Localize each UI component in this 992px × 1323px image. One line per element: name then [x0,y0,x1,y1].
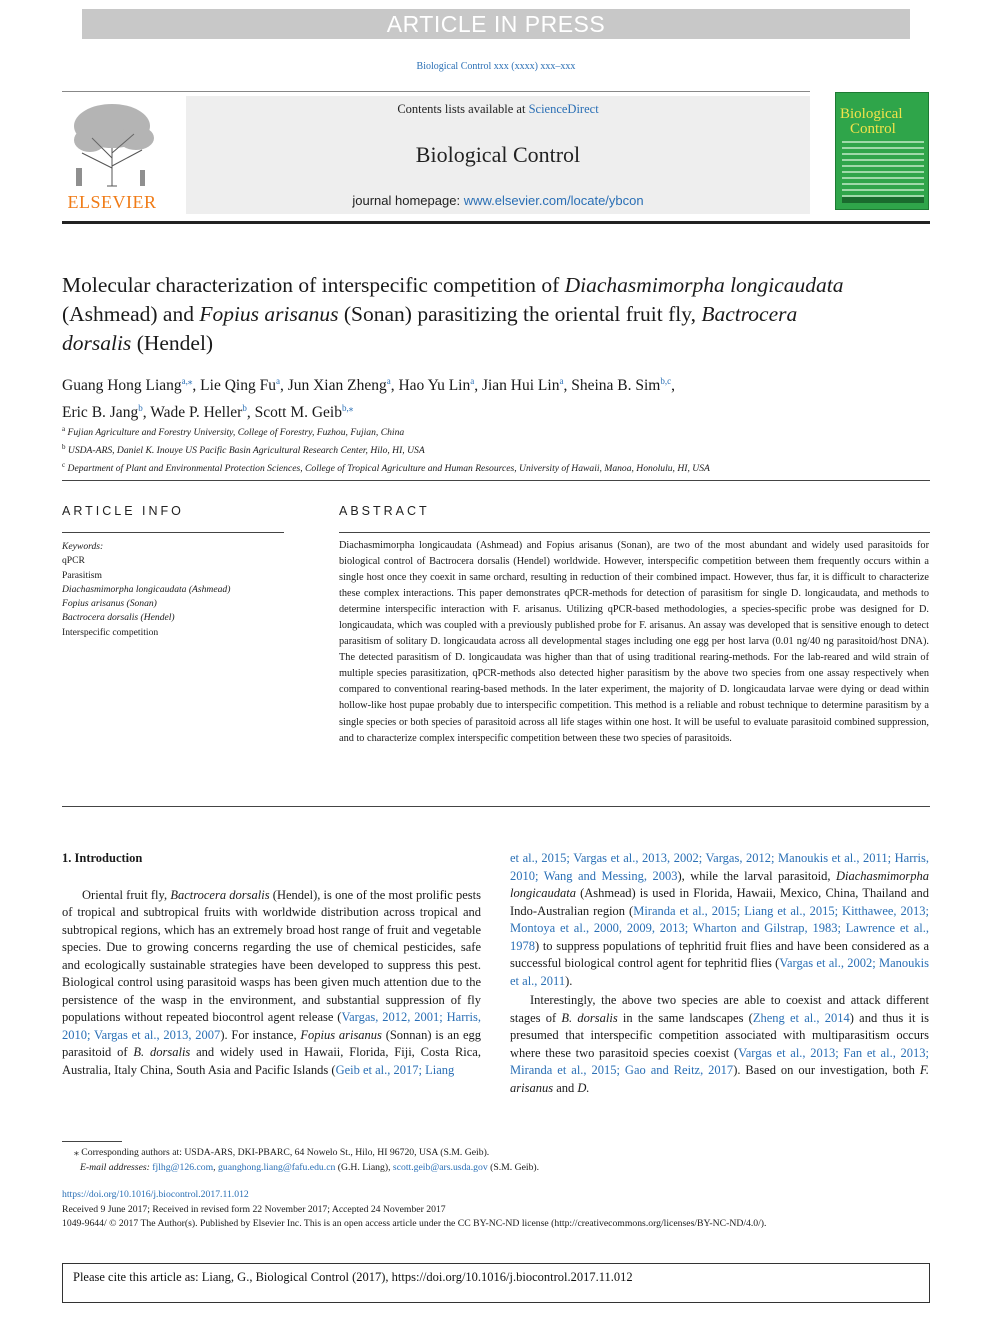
header-top-rule [62,91,810,92]
elsevier-logo [62,98,162,212]
author-name[interactable]: Jun Xian Zheng [287,377,387,395]
contents-line [186,102,810,117]
author-sup[interactable]: a,⁎ [181,376,193,386]
article-metadata [62,1188,930,1232]
abstract-text: Diachasmimorpha longicaudata (Ashmead) and Fopius arisanus (Sonan), are two of the most abundant and widely used parasitoids for biological control of Bactrocera dorsalis (Hendel) worldwide. However, interspecific competition between them frequently occurs within a single host once they coexit in same orchard, resulting in reduction of their combined impact. However, thus far, it is difficult to characterize these complex interactions. This paper demonstrates qPCR-methods for detection of parasitism for single D. longicaudata, and methods to determine interspecific interaction with F. arisanus. Utilizing qPCR-based methodologies, a species-specific probe was designed for D. longicaudata, which was coupled with a previously published probe for F. arisanus. An assay was developed that is sensitive enough to detect parasitism of solitary D. longicaudata across all developmental stages including one egg per host larva (0.01 ng/40 ng parasitoid/host DNA). The detected parasitism of D. longicaudata was higher than that of using traditional rearing-methods. For the lab-reared and wild strain of multiple species parasitization, qPCR-methods also detected higher parasitism by the above two species from one assay respectively when compared to conventional rearing-based methods. In the later experiment, the majority of D. longicaudata larvae were dying or dead within hollow-like host pupae probably due to interspecific competition. This method is a reliable and robust technique to determine parasitism by a single species or both species of parasitoid across all life stages within one host. It will be useful to evaluate parasitoid combined suppression, and to characterize complex interspecific competition between these two species of parasitoids. [339,540,929,744]
intro-paragraph-1: Oriental fruit fly, Bactrocera dorsalis (Hendel), is one of the most prolific pests of tropical and subtropical fruits with worldwide distribution across tropical and subtropical regions, which has an extremely broad host range of fruit and vegetable species. Due to growing concerns regarding the use of chemical pesticides, safe and ecologically sustainable strategies have been developed to suppress this pest. Biological control using parasitoid wasps has been given much attention due to the persistence of the wasp in the environment, and substantial suppression of fly populations without repeated biocontrol agent release (Vargas, 2012, 2001; Harris, 2010; Vargas et al., 2013, 2007). For instance, Fopius arisanus (Sonnan) is an egg parasitoid of B. dorsalis and widely used in Hawaii, Florida, Fiji, Costa Rica, Australia, Italy China, South Asia and Pacific Islands (Geib et al., 2017; Liang [62,887,482,1077]
citation-link[interactable]: Vargas, 2012, 2001; Harris, 2010; Vargas et al., 2013, 2007 [62,1010,481,1042]
body-column-right [510,850,929,1097]
author-sup[interactable]: b,c [660,376,672,386]
author-sup[interactable]: b [138,403,143,414]
intro-paragraph-1-continued: et al., 2015; Vargas et al., 2013, 2002; Vargas, 2012; Manoukis et al., 2011; Harris, 2010; Wang and Messing, 2003), while the larval parasitoid, Diachasmimorpha longicaudata (Ashmead) is used in Florida, Hawaii, Mexico, China, Thailand and Indo-Australian region (Miranda et al., 2015; Liang et al., 2015; Kitthawee, 2013; Montoya et al., 2000, 2009, 2013; Wharton and Gilstrap, 1983; Lawrence et al., 1978) to suppress populations of tephritid fruit flies and have been considered as a successful biological control agent for tephritid flies (Vargas et al., 2002; Manoukis et al., 2011). [510,851,929,988]
sciencedirect-link[interactable]: ScienceDirect [528,102,599,116]
citation-link[interactable]: Miranda et al., 2015; Liang et al., 2015; Kitthawee, 2013; Montoya et al., 2000, 2009, 2013; Wharton and Gilstrap, 1983; Lawrence et al., 1978 [510,903,929,953]
author-sup[interactable]: b [242,403,247,414]
journal-homepage-link[interactable]: www.elsevier.com/locate/ybcon [463,193,644,208]
author-name[interactable]: Lie Qing Fu [200,377,276,395]
journal-reference-link[interactable]: Biological Control xxx (xxxx) xxx–xxx [416,61,576,72]
homepage-line [186,193,810,208]
doi-link[interactable]: https://doi.org/10.1016/j.biocontrol.2017.11.012 [62,1189,249,1200]
cover-footer [842,197,924,203]
author-name[interactable]: Scott M. Geib [254,404,342,422]
email-link[interactable]: scott.geib@ars.usda.gov [392,1162,488,1173]
license-statement: 1049-9644/ © 2017 The Author(s). Published by Elsevier Inc. This is an open access article under the CC BY-NC-ND license (http://creativecommons.org/licenses/BY-NC-ND/4.0/). [62,1218,767,1229]
cover-text-lines [842,141,924,201]
citation-link[interactable]: Geib et al., 2017; Liang [335,1062,455,1077]
keyword-item: Interspecific competition [62,626,159,638]
citation-link[interactable]: et al., 2015; Vargas et al., 2013, 2002; Vargas, 2012; Manoukis et al., 2011; Harris, 2010; Wang and Messing, 2003 [510,851,929,883]
email-addresses: E-mail addresses: fjlhg@126.com, guanghong.liang@fafu.edu.cn (G.H. Liang), scott.geib@ars.usda.gov (S.M. Geib). [80,1162,540,1173]
article-info-heading: ARTICLE INFO [62,504,184,518]
article-info-rule [62,532,284,533]
citation-link[interactable]: Zheng et al., 2014 [752,1010,850,1025]
keyword-item: Parasitism [62,569,102,581]
affiliation-item: $^a$ Fujian Agriculture and Forestry University, College of Forestry, Fuzhou, Fujian, China [62,425,405,439]
author-list: Guang Hong Liang$^{a,⁎}$, Lie Qing Fu$^a$, Jun Xian Zheng$^a$, Hao Yu Lin$^a$, Jian Hui Lin$^a$, Sheina B. Sim$^{b,c}$, Eric B. Jang$^b$, Wade P. Heller$^b$, Scott M. Geib$^{b,⁎}$ [62,376,675,422]
keyword-item: Fopius arisanus (Sonan) [62,598,157,610]
keyword-item: Diachasmimorpha longicaudata (Ashmead) [62,583,231,595]
contents-prefix: Contents lists available at [397,102,529,116]
elsevier-tree-icon [62,98,162,190]
author-name[interactable]: Guang Hong Liang [62,377,182,395]
author-name[interactable]: Hao Yu Lin [398,377,471,395]
article-title: Molecular characterization of interspecific competition of Diachasmimorpha longicaudata (Ashmead) and Fopius arisanus (Sonan) parasitizing the oriental fruit fly, Bactrocera dorsalis (Hendel) [62,273,844,355]
author-sup[interactable]: b,⁎ [342,403,354,414]
citation-link[interactable]: Vargas et al., 2002; Manoukis et al., 2011 [510,956,929,988]
cover-title-line2: Control [850,121,896,137]
author-sup[interactable]: a [275,376,280,386]
article-in-press-banner: ARTICLE IN PRESS [82,9,910,39]
author-name[interactable]: Jian Hui Lin [481,377,560,395]
affiliation-item: $^b$ USDA-ARS, Daniel K. Inouye US Pacific Basin Agricultural Research Center, Hilo, HI, USA [62,443,425,457]
homepage-prefix: journal homepage: [352,193,464,208]
introduction-heading: 1. Introduction [62,851,143,865]
body-column-left [62,850,481,1079]
journal-name: Biological Control [415,142,581,167]
cover-title-line1: Biological [840,106,903,122]
abstract-heading: ABSTRACT [339,504,430,518]
header-rule [62,221,930,224]
cover-title [840,107,926,137]
email-link[interactable]: fjlhg@126.com [152,1162,214,1173]
journal-masthead [186,96,810,214]
received-dates: Received 9 June 2017; Received in revised form 22 November 2017; Accepted 24 November 2017 [62,1203,446,1215]
citation-link[interactable]: Vargas et al., 2013; Fan et al., 2013; Miranda et al., 2015; Gao and Reitz, 2017 [510,1045,929,1077]
citation-text: Please cite this article as: Liang, G., Biological Control (2017), https://doi.org/10.1016/j.biocontrol.2017.11.012 [73,1270,633,1284]
keywords-label: Keywords: [62,541,104,552]
keyword-item: Bactrocera dorsalis (Hendel) [62,612,175,624]
keyword-item: qPCR [62,555,85,567]
author-name[interactable]: Wade P. Heller [150,404,243,422]
footnotes [62,1145,930,1175]
email-link[interactable]: guanghong.liang@fafu.edu.cn [218,1162,336,1173]
author-sup[interactable]: a [386,376,391,386]
abstract-end-rule [62,806,930,807]
footnote-rule [62,1141,122,1142]
keywords-block [62,540,292,640]
author-sup[interactable]: a [559,376,564,386]
journal-cover-thumbnail[interactable] [835,92,929,210]
author-sup[interactable]: a [470,376,475,386]
affiliation-item: $^c$ Department of Plant and Environmental Protection Sciences, College of Tropical Agriculture and Human Resources, University of Hawaii, Manoa, Honolulu, HI, USA [62,461,710,475]
abstract-rule [339,532,930,533]
author-name[interactable]: Sheina B. Sim [571,377,661,395]
corresponding-author-note: ⁎ Corresponding authors at: USDA-ARS, DKI-PBARC, 64 Nowelo St., Hilo, HI 96720, USA (S.M. Geib). [74,1147,490,1158]
citation-box [62,1263,930,1303]
elsevier-wordmark: ELSEVIER [67,192,157,212]
affiliations [62,422,922,477]
author-name[interactable]: Eric B. Jang [62,404,139,422]
intro-paragraph-2: Interestingly, the above two species are able to coexist and attack different stages of B. dorsalis in the same landscapes (Zheng et al., 2014) and thus it is presumed that interspecific competition associated with multiparasitism occurs where these two parasitoid species coexist (Vargas et al., 2013; Fan et al., 2013; Miranda et al., 2015; Gao and Reitz, 2017). Based on our investigation, both F. arisanus and D. [510,993,929,1095]
section-divider [62,480,930,481]
